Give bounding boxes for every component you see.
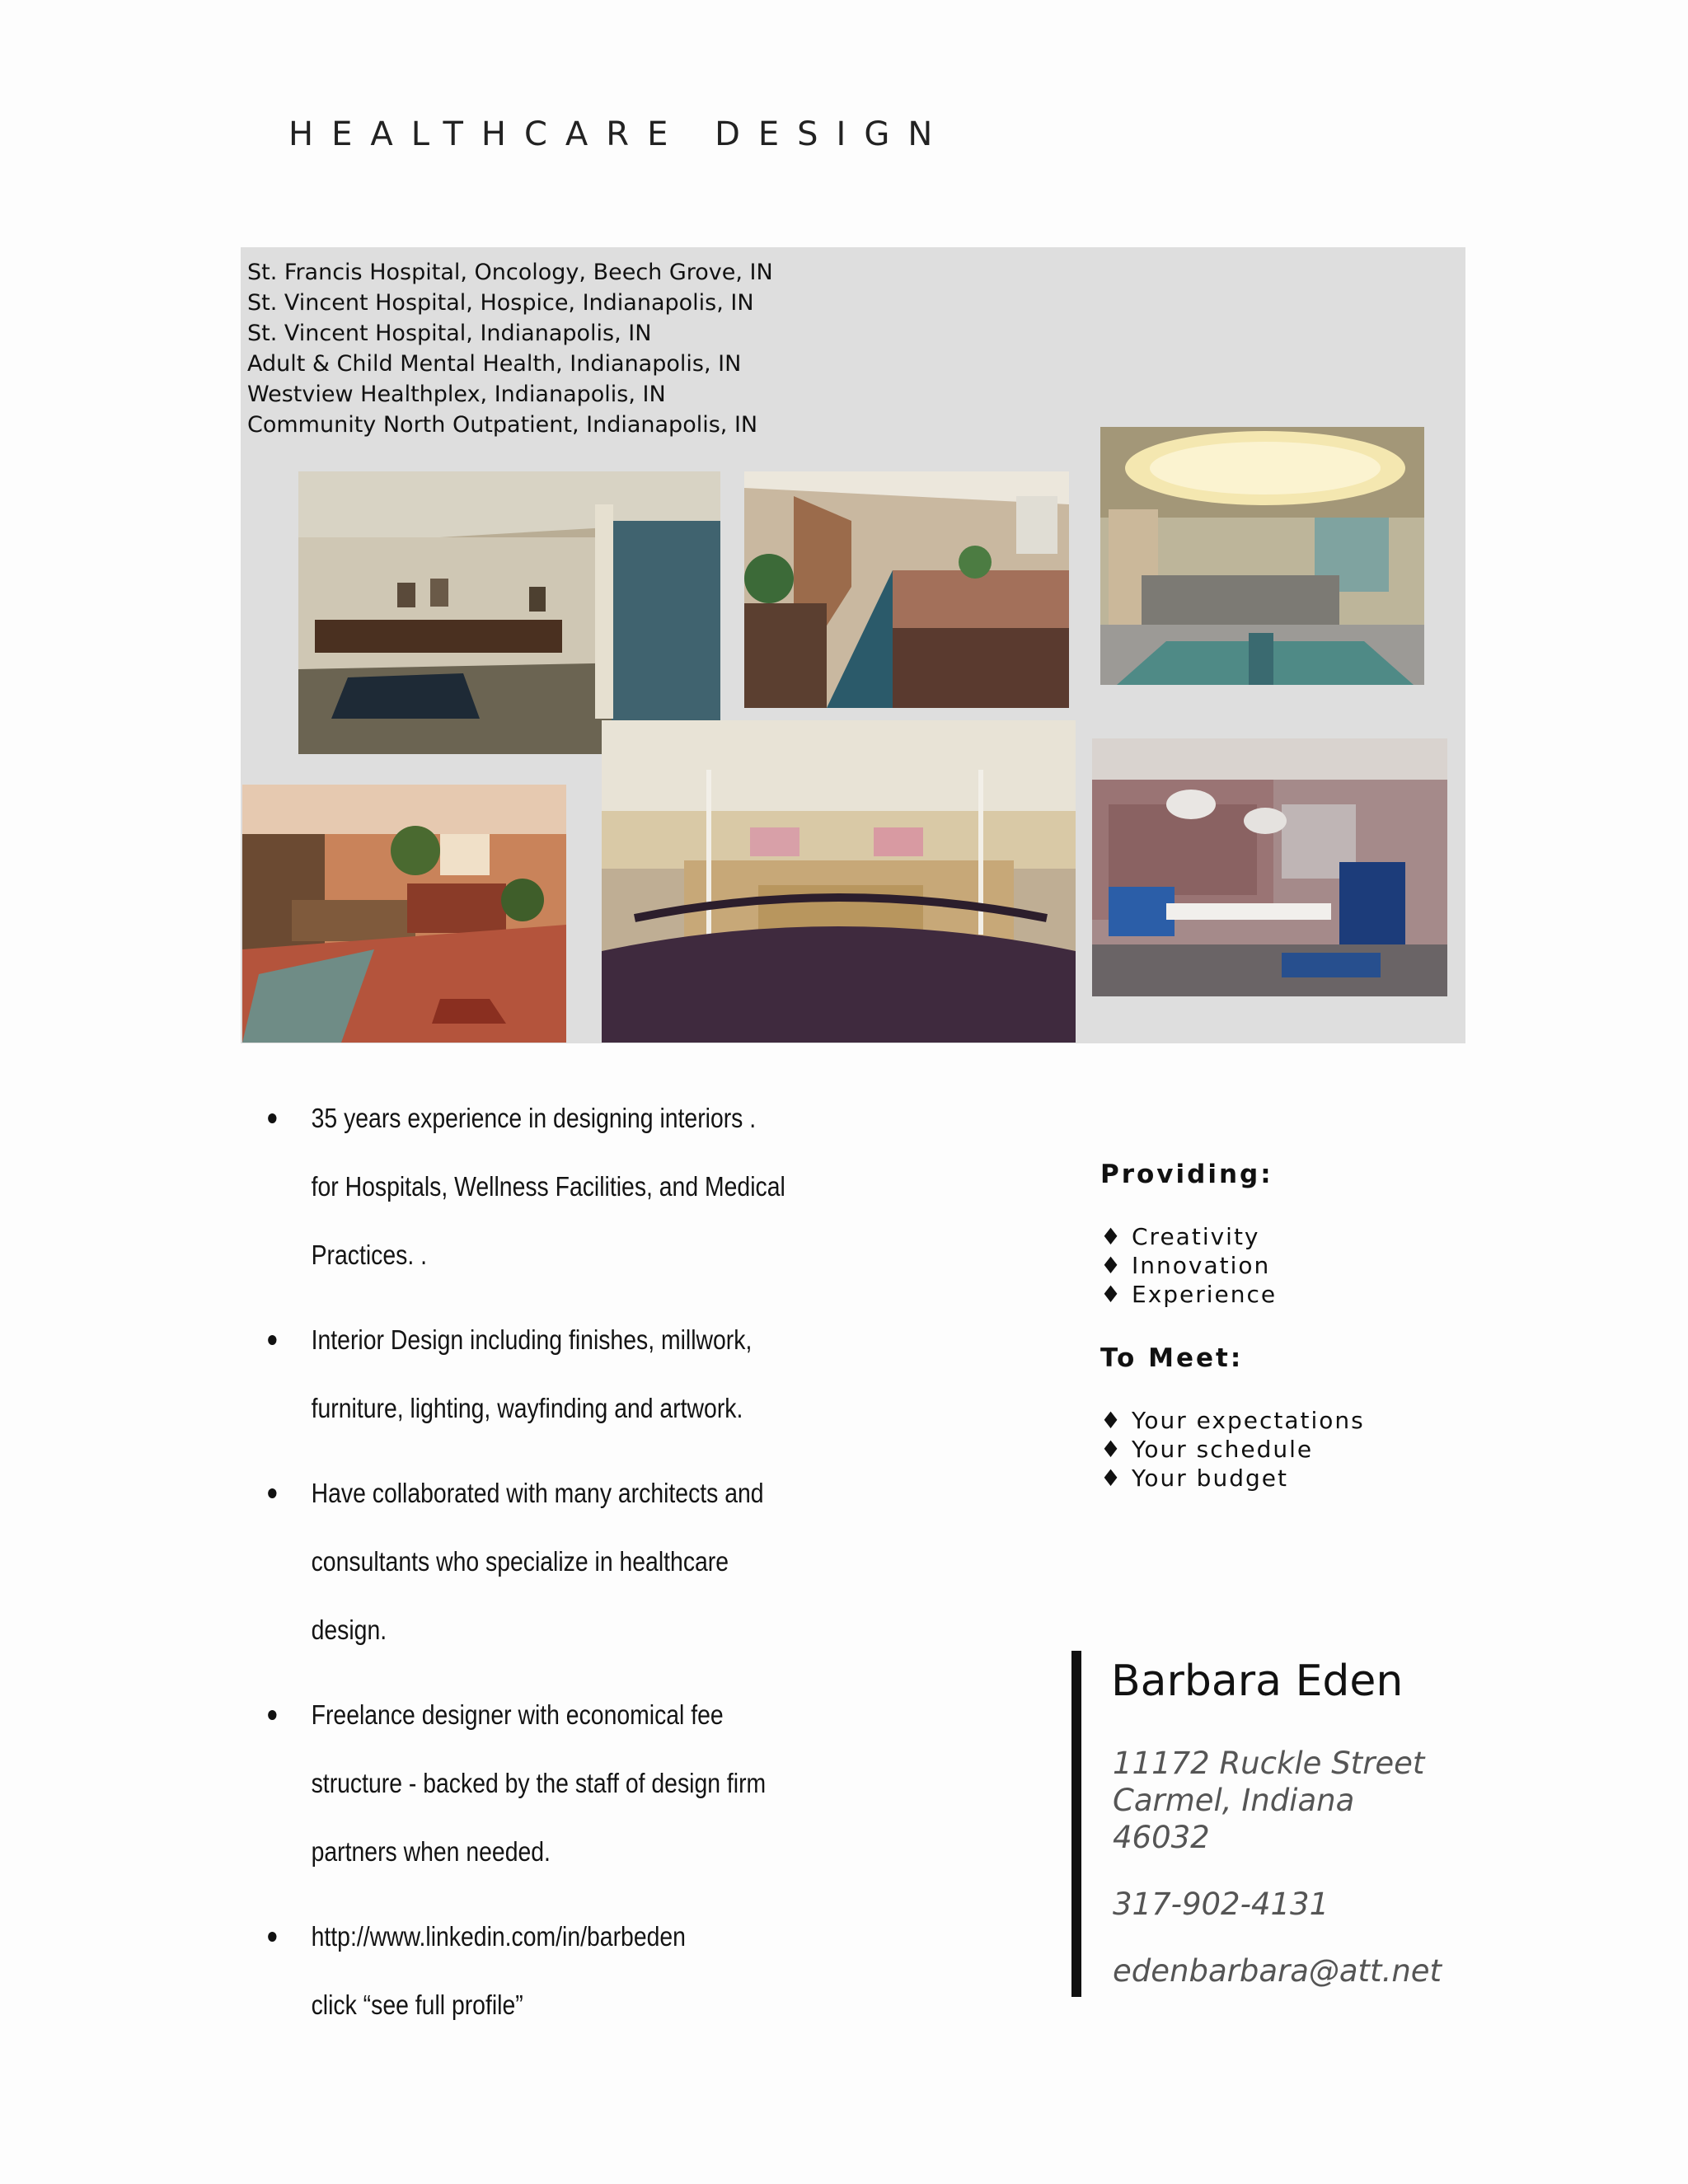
contact-street: 11172 Ruckle Street — [1113, 1746, 1425, 1781]
providing-item: ♦ Experience — [1100, 1281, 1278, 1308]
bullet-dot-icon — [268, 1710, 276, 1720]
providing-heading: Providing: — [1100, 1160, 1273, 1189]
contact-zip: 46032 — [1113, 1820, 1210, 1855]
bullet-line: Freelance designer with economical fee — [311, 1699, 724, 1730]
project-item: Adult & Child Mental Health, Indianapolis, IN — [247, 351, 742, 377]
bullet-line: 35 years experience in designing interiors . — [311, 1103, 757, 1133]
bullet-item — [264, 1084, 936, 1289]
contact-email[interactable]: edenbarbara@att.net — [1113, 1953, 1442, 1989]
providing-list — [1100, 1222, 1277, 1309]
bullet-line: furniture, lighting, wayfinding and artwork. — [311, 1393, 743, 1423]
to-meet-section — [1100, 1343, 1365, 1493]
bullet-line: structure - backed by the staff of design firm — [311, 1768, 767, 1798]
to-meet-item: ♦ Your expectations — [1100, 1407, 1365, 1434]
bullet-dot-icon — [268, 1932, 276, 1942]
bullet-item — [264, 1680, 936, 1886]
project-item: Community North Outpatient, Indianapolis, IN — [247, 412, 758, 438]
bullet-item — [264, 1902, 936, 2039]
providing-item: ♦ Innovation — [1100, 1252, 1271, 1279]
waiting-room-photo — [298, 471, 720, 754]
contact-phone[interactable]: 317-902-4131 — [1113, 1886, 1329, 1922]
to-meet-list — [1100, 1406, 1365, 1493]
to-meet-item: ♦ Your schedule — [1100, 1436, 1314, 1463]
bullet-line: consultants who specialize in healthcare — [311, 1546, 729, 1577]
providing-section — [1100, 1160, 1277, 1309]
corridor-nurse-station-photo — [744, 471, 1069, 708]
providing-item: ♦ Creativity — [1100, 1223, 1260, 1250]
to-meet-heading: To Meet: — [1100, 1343, 1244, 1373]
bullet-line: Practices. . — [311, 1240, 427, 1270]
fitness-center-photo — [602, 720, 1076, 1043]
bullet-line: click “see full profile” — [311, 1990, 523, 2020]
project-item: St. Francis Hospital, Oncology, Beech Grove, IN — [247, 260, 773, 285]
reception-rotunda-photo — [1100, 427, 1424, 685]
bullet-line: design. — [311, 1615, 387, 1645]
contact-divider-bar — [1071, 1651, 1081, 1997]
to-meet-item: ♦ Your budget — [1100, 1465, 1288, 1492]
experience-bullets — [264, 1084, 890, 2055]
bullet-line: partners when needed. — [311, 1836, 551, 1867]
bullet-dot-icon — [268, 1113, 276, 1123]
bullet-dot-icon — [268, 1488, 276, 1498]
linkedin-link[interactable]: http://www.linkedin.com/in/barbeden — [311, 1921, 686, 1952]
bullet-dot-icon — [268, 1335, 276, 1345]
project-item: St. Vincent Hospital, Indianapolis, IN — [247, 321, 652, 346]
project-item: Westview Healthplex, Indianapolis, IN — [247, 382, 666, 407]
bullet-item — [264, 1459, 936, 1664]
page-title: HEALTHCARE DESIGN — [288, 115, 951, 153]
contact-city: Carmel, Indiana — [1113, 1783, 1355, 1818]
lounge-photo — [242, 785, 566, 1043]
contact-name: Barbara Eden — [1111, 1657, 1404, 1706]
bullet-line: Have collaborated with many architects and — [311, 1478, 764, 1508]
project-item: St. Vincent Hospital, Hospice, Indianapolis, IN — [247, 290, 754, 316]
bullet-line: for Hospitals, Wellness Facilities, and Medical — [311, 1171, 785, 1202]
project-list — [247, 257, 773, 440]
operating-room-photo — [1092, 738, 1447, 996]
bullet-item — [264, 1305, 936, 1442]
bullet-line: Interior Design including finishes, millwork, — [311, 1324, 753, 1355]
